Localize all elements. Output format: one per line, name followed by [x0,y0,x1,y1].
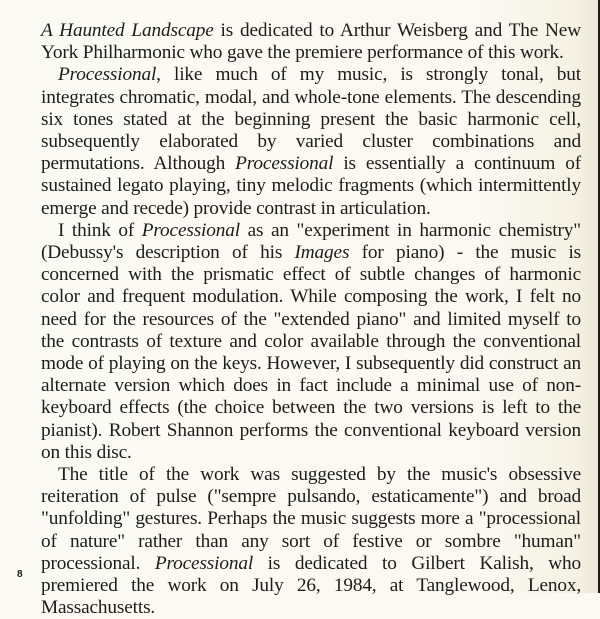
paragraph-text: is dedicated to Gilbert Kalish, who premiered the work on July 26, 1984, at Tanglewood, Lenox, Massachusetts. [41,552,581,619]
work-title-images: Images [294,242,350,264]
paragraph-text: is dedicated to Arthur Weisberg and The New York Philharmonic who gave the premiere performance of this work. [41,20,581,64]
paragraph-text: The title of the work was suggested by the music's obsessive reiteration of pulse ("sempre pulsando, estaticamente") and broad "unfolding" gestures. Perhaps the music suggests more a "processional of nature" rather than any sort of festive or sombre "human" processional. [41,464,581,574]
paragraph-text: I think of [58,219,142,241]
work-title-processional: Processional [141,219,240,241]
paragraph-text: for piano) - the music is concerned with the prismatic effect of subtle changes of harmonic color and frequent modulation. While composing the work, I felt no need for the resources of the "extended piano" and limited myself to the contrasts of texture and color available through the conventional mode of playing on the keys. However, I subsequently did construct an alternate version which does in fact include a minimal use of non-keyboard effects (the choice between the two versions is left to the pianist). Robert Shannon performs the conventional keyboard version on this disc. [41,242,581,463]
paragraph-text: , like much of my music, is strongly tonal, but integrates chromatic, modal, and whole-tone elements. The descending six tones stated at the beginning present the basic harmonic cell, subsequently elaborated by varied cluster combinations and permutations. Although [41,64,581,175]
paragraph-title-origin [41,464,581,619]
work-title-processional: Processional [235,153,334,175]
paragraph-harmonic-chemistry [41,220,581,464]
paragraph-processional-tonality [41,64,581,219]
paragraph-dedication [41,20,581,64]
body-text [41,20,581,619]
work-title-processional: Processional [154,552,254,574]
paragraph-text: is essentially a continuum of sustained legato playing, tiny melodic fragments (which intermittently emerge and recede) provide contrast in articulation. [41,153,581,219]
work-title-a-haunted-landscape: A Haunted Landscape [41,20,214,41]
page-number: 8 [17,569,23,580]
work-title-processional: Processional [58,64,157,86]
paragraph-text: as an "experiment in harmonic chemistry" (Debussy's description of his [41,219,581,264]
